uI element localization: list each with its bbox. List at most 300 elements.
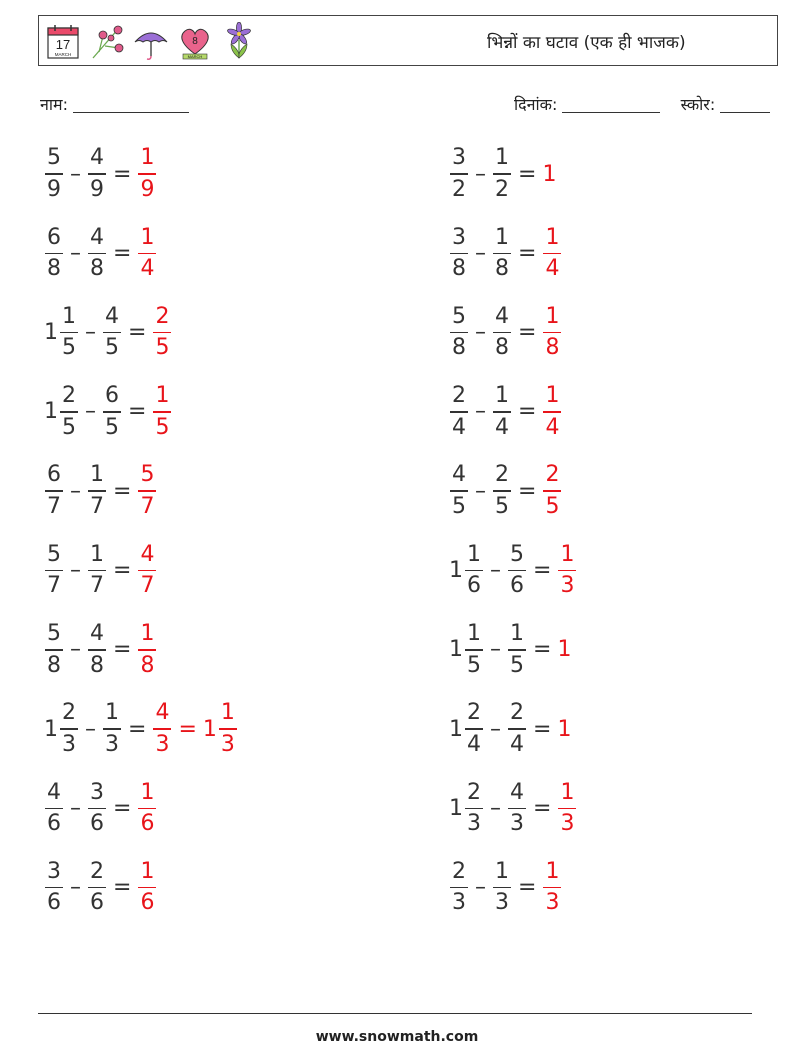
fraction-bar bbox=[88, 253, 106, 255]
date-score-fields bbox=[514, 93, 770, 115]
subtrahend-fraction-denominator: 5 bbox=[495, 493, 509, 519]
fraction-bar bbox=[138, 808, 156, 810]
subtrahend-fraction bbox=[493, 384, 511, 440]
equals-sign: = bbox=[113, 240, 132, 266]
problem-row bbox=[449, 699, 571, 759]
answer-fraction-numerator: 1 bbox=[560, 541, 575, 567]
subtrahend-fraction-denominator: 9 bbox=[90, 176, 104, 202]
fraction-bar bbox=[450, 411, 468, 413]
minuend-fraction-numerator: 1 bbox=[62, 303, 76, 329]
fraction-bar bbox=[493, 332, 511, 334]
minuend-fraction-denominator: 5 bbox=[467, 652, 481, 678]
fraction-bar bbox=[60, 332, 78, 334]
fraction-bar bbox=[493, 490, 511, 492]
minuend-fraction bbox=[450, 305, 468, 361]
answer-fraction bbox=[138, 781, 156, 837]
subtrahend-fraction-numerator: 1 bbox=[90, 541, 104, 567]
name-field bbox=[40, 93, 189, 115]
equals-sign: = bbox=[113, 558, 132, 583]
subtrahend-fraction-numerator: 2 bbox=[510, 700, 524, 726]
subtrahend-fraction bbox=[88, 146, 106, 202]
answer-fraction-numerator: 2 bbox=[545, 462, 560, 488]
answer-fraction bbox=[138, 226, 156, 282]
subtrahend-fraction-numerator: 4 bbox=[90, 621, 104, 647]
minuend-fraction bbox=[60, 305, 78, 361]
answer-fraction-denominator: 7 bbox=[140, 573, 155, 599]
minus-sign: – bbox=[70, 795, 81, 821]
minuend-fraction-denominator: 5 bbox=[452, 493, 466, 519]
fraction-bar bbox=[138, 649, 156, 651]
fraction-bar bbox=[45, 570, 63, 572]
answer-fraction bbox=[558, 781, 576, 837]
equals-sign: = bbox=[533, 558, 552, 583]
minus-sign: – bbox=[475, 240, 486, 266]
answer-mixed-fraction bbox=[219, 701, 237, 757]
subtrahend-fraction-numerator: 1 bbox=[495, 383, 509, 409]
fraction-bar bbox=[60, 728, 78, 730]
minus-sign: – bbox=[85, 716, 96, 742]
minuend-fraction-denominator: 2 bbox=[452, 176, 466, 202]
fraction-bar bbox=[543, 411, 561, 413]
subtrahend-fraction-denominator: 3 bbox=[105, 731, 119, 757]
minus-sign: – bbox=[475, 875, 486, 901]
minuend-fraction-numerator: 2 bbox=[62, 700, 76, 726]
minuend-fraction-numerator: 6 bbox=[47, 224, 61, 250]
fraction-bar bbox=[45, 173, 63, 175]
minuend-fraction bbox=[60, 701, 78, 757]
answer-fraction-denominator: 3 bbox=[560, 811, 575, 837]
answer-fraction-denominator: 5 bbox=[155, 335, 170, 361]
answer-fraction bbox=[138, 860, 156, 916]
fraction-bar bbox=[465, 808, 483, 810]
subtrahend-fraction bbox=[88, 543, 106, 599]
answer-fraction-numerator: 1 bbox=[560, 779, 575, 805]
equals-sign: = bbox=[533, 716, 552, 742]
minuend-fraction-numerator: 4 bbox=[452, 462, 466, 488]
fraction-bar bbox=[450, 490, 468, 492]
subtrahend-fraction-denominator: 8 bbox=[90, 256, 104, 282]
minuend-fraction-numerator: 2 bbox=[467, 779, 481, 805]
heart-icon bbox=[177, 22, 213, 62]
subtrahend-fraction-numerator: 1 bbox=[510, 621, 524, 647]
answer-mixed-fraction-denominator: 3 bbox=[220, 731, 235, 757]
fraction-bar bbox=[88, 490, 106, 492]
answer-fraction-numerator: 1 bbox=[545, 858, 560, 884]
whole-number: 1 bbox=[44, 716, 58, 742]
heart-day: 8 bbox=[192, 36, 198, 47]
answer-mixed-whole: 1 bbox=[202, 716, 217, 742]
problem-row bbox=[449, 303, 562, 363]
minuend-fraction bbox=[465, 543, 483, 599]
answer-fraction-numerator: 2 bbox=[155, 303, 170, 329]
fraction-bar bbox=[558, 570, 576, 572]
minuend-fraction-numerator: 1 bbox=[467, 621, 481, 647]
problem-row bbox=[449, 541, 577, 601]
minuend-fraction-numerator: 2 bbox=[467, 700, 481, 726]
answer-fraction-denominator: 7 bbox=[140, 493, 155, 519]
minuend-fraction-denominator: 7 bbox=[47, 493, 61, 519]
answer-fraction bbox=[543, 860, 561, 916]
subtrahend-fraction-denominator: 5 bbox=[105, 335, 119, 361]
answer-whole: 1 bbox=[557, 716, 572, 742]
answer-fraction-denominator: 4 bbox=[545, 256, 560, 282]
minuend-fraction-denominator: 6 bbox=[47, 890, 61, 916]
minus-sign: – bbox=[475, 399, 486, 425]
subtrahend-fraction bbox=[493, 463, 511, 519]
fraction-bar bbox=[508, 728, 526, 730]
fraction-bar bbox=[88, 808, 106, 810]
subtrahend-fraction bbox=[508, 543, 526, 599]
subtrahend-fraction bbox=[103, 305, 121, 361]
minuend-fraction bbox=[45, 146, 63, 202]
answer-fraction-denominator: 8 bbox=[545, 335, 560, 361]
heart-month: MARCH bbox=[187, 54, 203, 60]
minuend-fraction-numerator: 4 bbox=[47, 779, 61, 805]
answer-fraction-numerator: 4 bbox=[155, 700, 170, 726]
name-label: नाम: bbox=[40, 95, 68, 114]
answer-fraction-numerator: 1 bbox=[155, 383, 170, 409]
equals-sign: = bbox=[113, 795, 132, 821]
minuend-fraction bbox=[465, 781, 483, 837]
fraction-bar bbox=[45, 887, 63, 889]
subtrahend-fraction bbox=[493, 226, 511, 282]
whole-number: 1 bbox=[449, 716, 463, 742]
minuend-fraction-denominator: 3 bbox=[467, 811, 481, 837]
calendar-day: 17 bbox=[55, 37, 71, 52]
minuend-fraction-numerator: 3 bbox=[452, 145, 466, 171]
problem-row bbox=[44, 461, 157, 521]
problem-row bbox=[44, 699, 238, 759]
fraction-bar bbox=[493, 173, 511, 175]
answer-fraction bbox=[153, 384, 171, 440]
answer-fraction-denominator: 5 bbox=[155, 414, 170, 440]
minus-sign: – bbox=[490, 795, 501, 821]
problem-row bbox=[44, 858, 157, 918]
minuend-fraction bbox=[45, 622, 63, 678]
minuend-fraction-denominator: 8 bbox=[47, 256, 61, 282]
minus-sign: – bbox=[490, 558, 501, 583]
subtrahend-fraction bbox=[88, 226, 106, 282]
answer-fraction-numerator: 1 bbox=[140, 858, 155, 884]
date-label: दिनांक: bbox=[514, 95, 558, 114]
subtrahend-fraction-denominator: 4 bbox=[510, 731, 524, 757]
problem-row bbox=[449, 223, 562, 283]
subtrahend-fraction bbox=[493, 146, 511, 202]
whole-number: 1 bbox=[449, 795, 463, 821]
fraction-bar bbox=[508, 649, 526, 651]
minuend-fraction-denominator: 5 bbox=[62, 335, 76, 361]
equals-sign: = bbox=[518, 320, 537, 346]
fraction-bar bbox=[45, 808, 63, 810]
fraction-bar bbox=[450, 253, 468, 255]
equals-sign: = bbox=[113, 875, 132, 901]
fraction-bar bbox=[103, 411, 121, 413]
minuend-fraction-numerator: 5 bbox=[47, 145, 61, 171]
fraction-bar bbox=[465, 649, 483, 651]
subtrahend-fraction-numerator: 4 bbox=[105, 303, 119, 329]
subtrahend-fraction-denominator: 5 bbox=[510, 652, 524, 678]
answer-fraction-denominator: 4 bbox=[545, 414, 560, 440]
whole-number: 1 bbox=[44, 399, 58, 425]
fraction-bar bbox=[153, 728, 171, 730]
minuend-fraction-denominator: 5 bbox=[62, 414, 76, 440]
subtrahend-fraction-denominator: 3 bbox=[510, 811, 524, 837]
answer-fraction-numerator: 1 bbox=[140, 779, 155, 805]
problem-row bbox=[44, 303, 172, 363]
date-blank bbox=[562, 96, 660, 113]
subtrahend-fraction bbox=[493, 860, 511, 916]
worksheet-title: भिन्नों का घटाव (एक ही भाजक) bbox=[487, 33, 686, 53]
answer-fraction-numerator: 1 bbox=[545, 224, 560, 250]
subtrahend-fraction-denominator: 4 bbox=[495, 414, 509, 440]
problem-row bbox=[449, 620, 571, 680]
answer-fraction-denominator: 3 bbox=[560, 573, 575, 599]
problem-row bbox=[44, 223, 157, 283]
minuend-fraction bbox=[450, 384, 468, 440]
worksheet-header bbox=[38, 15, 778, 66]
fraction-bar bbox=[45, 253, 63, 255]
fraction-bar bbox=[493, 253, 511, 255]
minus-sign: – bbox=[85, 320, 96, 346]
problem-row bbox=[449, 144, 556, 204]
footer-url: www.snowmath.com bbox=[315, 1029, 479, 1045]
equals-sign: = bbox=[113, 478, 132, 504]
fraction-bar bbox=[543, 887, 561, 889]
minuend-fraction-denominator: 8 bbox=[47, 652, 61, 678]
subtrahend-fraction-denominator: 6 bbox=[510, 573, 524, 599]
subtrahend-fraction-numerator: 1 bbox=[495, 145, 509, 171]
fraction-bar bbox=[450, 887, 468, 889]
minus-sign: – bbox=[70, 637, 81, 663]
minuend-fraction-numerator: 5 bbox=[47, 621, 61, 647]
subtrahend-fraction-numerator: 2 bbox=[495, 462, 509, 488]
equals-sign: = bbox=[113, 637, 132, 663]
answer-fraction bbox=[543, 305, 561, 361]
minuend-fraction bbox=[45, 463, 63, 519]
equals-sign: = bbox=[518, 875, 537, 901]
subtrahend-fraction-denominator: 3 bbox=[495, 890, 509, 916]
fraction-bar bbox=[138, 253, 156, 255]
subtrahend-fraction bbox=[88, 860, 106, 916]
minuend-fraction-numerator: 6 bbox=[47, 462, 61, 488]
answer-fraction-numerator: 1 bbox=[140, 621, 155, 647]
minuend-fraction bbox=[45, 543, 63, 599]
equals-sign: = bbox=[518, 478, 537, 504]
subtrahend-fraction-denominator: 8 bbox=[495, 335, 509, 361]
minuend-fraction-denominator: 7 bbox=[47, 573, 61, 599]
fraction-bar bbox=[508, 570, 526, 572]
answer-fraction-denominator: 8 bbox=[140, 652, 155, 678]
minuend-fraction-denominator: 4 bbox=[467, 731, 481, 757]
fraction-bar bbox=[60, 411, 78, 413]
fraction-bar bbox=[465, 728, 483, 730]
subtrahend-fraction-denominator: 8 bbox=[90, 652, 104, 678]
answer-fraction bbox=[138, 146, 156, 202]
answer-whole: 1 bbox=[542, 161, 557, 187]
score-label: स्कोर: bbox=[680, 95, 716, 114]
minus-sign: – bbox=[70, 875, 81, 901]
problem-row bbox=[44, 144, 157, 204]
minuend-fraction-numerator: 5 bbox=[452, 303, 466, 329]
minus-sign: – bbox=[490, 716, 501, 742]
minuend-fraction-numerator: 5 bbox=[47, 541, 61, 567]
answer-fraction-denominator: 4 bbox=[140, 256, 155, 282]
calendar-month: MARCH bbox=[54, 52, 72, 57]
problem-row bbox=[449, 382, 562, 442]
minuend-fraction-numerator: 2 bbox=[62, 383, 76, 409]
answer-fraction-denominator: 6 bbox=[140, 890, 155, 916]
answer-fraction-denominator: 6 bbox=[140, 811, 155, 837]
fraction-bar bbox=[103, 332, 121, 334]
fraction-bar bbox=[153, 411, 171, 413]
answer-fraction-denominator: 5 bbox=[545, 493, 560, 519]
fraction-bar bbox=[543, 490, 561, 492]
problem-row bbox=[449, 858, 562, 918]
minuend-fraction bbox=[45, 226, 63, 282]
equals-sign: = bbox=[533, 795, 552, 821]
minus-sign: – bbox=[70, 478, 81, 504]
minuend-fraction-denominator: 9 bbox=[47, 176, 61, 202]
subtrahend-fraction-numerator: 5 bbox=[510, 541, 524, 567]
subtrahend-fraction-numerator: 6 bbox=[105, 383, 119, 409]
subtrahend-fraction-denominator: 6 bbox=[90, 811, 104, 837]
minus-sign: – bbox=[475, 320, 486, 346]
fraction-bar bbox=[138, 887, 156, 889]
minuend-fraction-numerator: 3 bbox=[47, 858, 61, 884]
minuend-fraction bbox=[60, 384, 78, 440]
minuend-fraction-denominator: 6 bbox=[47, 811, 61, 837]
minuend-fraction-numerator: 2 bbox=[452, 858, 466, 884]
fraction-bar bbox=[493, 887, 511, 889]
fraction-bar bbox=[493, 411, 511, 413]
subtrahend-fraction bbox=[103, 384, 121, 440]
minuend-fraction-numerator: 3 bbox=[452, 224, 466, 250]
subtrahend-fraction bbox=[508, 781, 526, 837]
answer-fraction bbox=[138, 543, 156, 599]
equals-sign: = bbox=[128, 320, 147, 346]
subtrahend-fraction-numerator: 4 bbox=[495, 303, 509, 329]
answer-fraction-denominator: 3 bbox=[545, 890, 560, 916]
minuend-fraction bbox=[450, 860, 468, 916]
fraction-bar bbox=[450, 332, 468, 334]
fraction-bar bbox=[103, 728, 121, 730]
equals-sign: = bbox=[128, 716, 147, 742]
minus-sign: – bbox=[490, 637, 501, 663]
name-blank bbox=[73, 96, 189, 113]
fraction-bar bbox=[543, 253, 561, 255]
subtrahend-fraction bbox=[88, 622, 106, 678]
answer-fraction-numerator: 1 bbox=[140, 145, 155, 171]
minuend-fraction bbox=[450, 463, 468, 519]
problem-row bbox=[44, 778, 157, 838]
answer-fraction-numerator: 4 bbox=[140, 541, 155, 567]
answer-fraction-numerator: 5 bbox=[140, 462, 155, 488]
subtrahend-fraction-denominator: 7 bbox=[90, 493, 104, 519]
subtrahend-fraction-numerator: 4 bbox=[510, 779, 524, 805]
equals-sign: = bbox=[518, 161, 537, 187]
equals-sign: = bbox=[518, 240, 537, 266]
minuend-fraction bbox=[45, 781, 63, 837]
minuend-fraction-denominator: 8 bbox=[452, 335, 466, 361]
whole-number: 1 bbox=[44, 320, 58, 346]
minus-sign: – bbox=[70, 240, 81, 266]
flowers-icon bbox=[89, 22, 125, 62]
minus-sign: – bbox=[70, 161, 81, 187]
subtrahend-fraction-numerator: 3 bbox=[90, 779, 104, 805]
answer-mixed-fraction-numerator: 1 bbox=[220, 700, 235, 726]
fraction-bar bbox=[88, 570, 106, 572]
equals-sign: = bbox=[178, 716, 197, 742]
minus-sign: – bbox=[475, 478, 486, 504]
answer-fraction bbox=[543, 226, 561, 282]
answer-fraction bbox=[138, 622, 156, 678]
fraction-bar bbox=[138, 173, 156, 175]
whole-number: 1 bbox=[449, 558, 463, 583]
minuend-fraction bbox=[465, 622, 483, 678]
subtrahend-fraction-numerator: 2 bbox=[90, 858, 104, 884]
answer-fraction bbox=[153, 701, 171, 757]
fraction-bar bbox=[219, 728, 237, 730]
answer-fraction bbox=[543, 463, 561, 519]
minuend-fraction bbox=[465, 701, 483, 757]
problem-row bbox=[44, 382, 172, 442]
calendar-icon bbox=[45, 22, 81, 62]
fraction-bar bbox=[543, 332, 561, 334]
umbrella-icon bbox=[133, 22, 169, 62]
answer-fraction bbox=[138, 463, 156, 519]
minuend-fraction-numerator: 2 bbox=[452, 383, 466, 409]
subtrahend-fraction bbox=[493, 305, 511, 361]
score-blank bbox=[720, 96, 770, 113]
answer-fraction-numerator: 1 bbox=[140, 224, 155, 250]
problem-row bbox=[44, 541, 157, 601]
subtrahend-fraction-numerator: 1 bbox=[495, 858, 509, 884]
equals-sign: = bbox=[128, 399, 147, 425]
fraction-bar bbox=[88, 887, 106, 889]
subtrahend-fraction-numerator: 4 bbox=[90, 224, 104, 250]
subtrahend-fraction-numerator: 1 bbox=[495, 224, 509, 250]
subtrahend-fraction bbox=[103, 701, 121, 757]
subtrahend-fraction-denominator: 8 bbox=[495, 256, 509, 282]
minuend-fraction-denominator: 4 bbox=[452, 414, 466, 440]
subtrahend-fraction bbox=[508, 701, 526, 757]
subtrahend-fraction-denominator: 6 bbox=[90, 890, 104, 916]
minuend-fraction-denominator: 8 bbox=[452, 256, 466, 282]
header-icons bbox=[45, 20, 257, 64]
minuend-fraction-denominator: 6 bbox=[467, 573, 481, 599]
subtrahend-fraction bbox=[508, 622, 526, 678]
equals-sign: = bbox=[518, 399, 537, 425]
fraction-bar bbox=[45, 490, 63, 492]
minus-sign: – bbox=[70, 558, 81, 583]
answer-fraction-numerator: 1 bbox=[545, 303, 560, 329]
equals-sign: = bbox=[113, 161, 132, 187]
flower-icon bbox=[221, 22, 257, 62]
problem-row bbox=[449, 461, 562, 521]
answer-fraction bbox=[153, 305, 171, 361]
subtrahend-fraction bbox=[88, 781, 106, 837]
answer-fraction bbox=[543, 384, 561, 440]
problem-row bbox=[449, 778, 577, 838]
answer-fraction-denominator: 3 bbox=[155, 731, 170, 757]
fraction-bar bbox=[45, 649, 63, 651]
problem-row bbox=[44, 620, 157, 680]
fraction-bar bbox=[138, 570, 156, 572]
answer-whole: 1 bbox=[557, 637, 572, 663]
subtrahend-fraction-numerator: 1 bbox=[90, 462, 104, 488]
subtrahend-fraction-numerator: 1 bbox=[105, 700, 119, 726]
fraction-bar bbox=[450, 173, 468, 175]
